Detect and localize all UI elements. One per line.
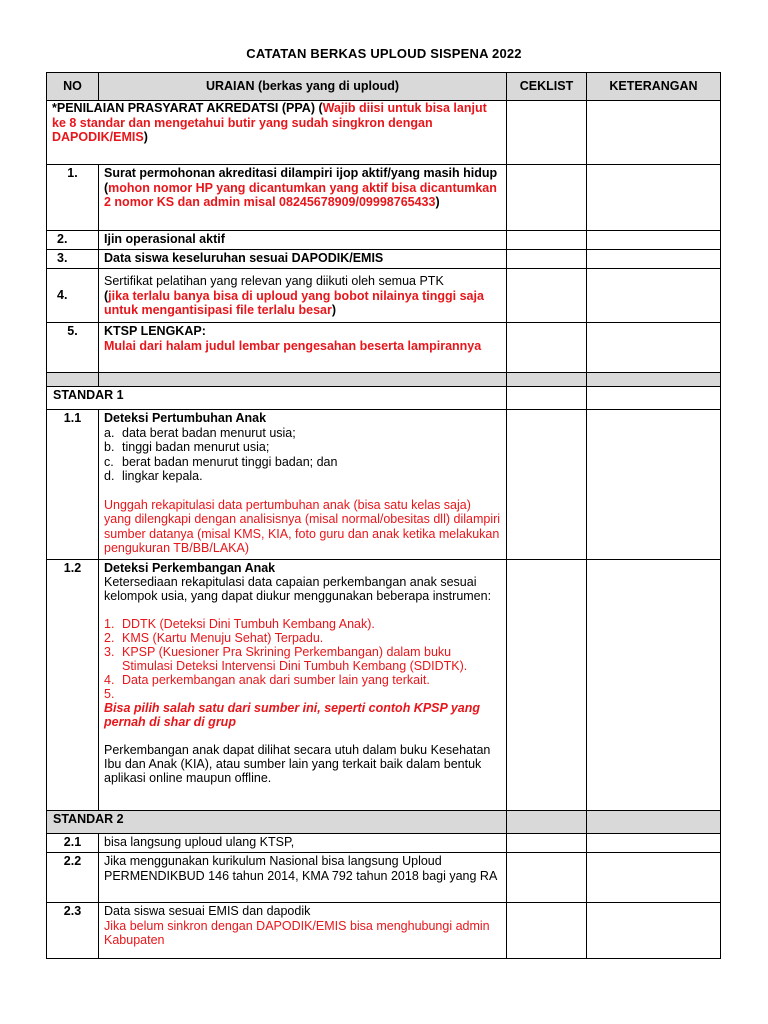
row5-red-note: Mulai dari halam judul lembar pengesahan beserta lampirannya bbox=[104, 338, 482, 353]
list-marker: b. bbox=[104, 440, 115, 454]
row-no: 2.3 bbox=[47, 903, 99, 959]
table-header-row bbox=[47, 73, 721, 101]
document-title: CATATAN BERKAS UPLOUD SISPENA 2022 bbox=[246, 46, 522, 61]
row-uraian bbox=[99, 903, 507, 959]
list-marker: a. bbox=[104, 425, 115, 440]
ceklist-cell[interactable] bbox=[507, 269, 587, 323]
row-no: 2.1 bbox=[47, 834, 99, 853]
ceklist-cell[interactable] bbox=[507, 410, 587, 560]
list-marker: 3. bbox=[104, 645, 115, 659]
s12-list bbox=[104, 617, 501, 701]
table-row bbox=[47, 853, 721, 903]
s12-heading: Deteksi Perkembangan Anak bbox=[104, 561, 276, 575]
s11-red-note: Unggah rekapitulasi data pertumbuhan anak (bisa satu kelas saja) yang dilengkapi dengan analisisnya (misal normal/obesitas dll) dilampiri sumber datanya (misal KMS, KIA, foto guru dan anak ketika melakukan pengukuran TB/BB/LAKA) bbox=[104, 497, 501, 555]
ceklist-cell[interactable] bbox=[507, 903, 587, 959]
row-no: 2.2 bbox=[47, 853, 99, 903]
keterangan-cell[interactable] bbox=[587, 165, 721, 231]
keterangan-cell[interactable] bbox=[587, 231, 721, 250]
row1-text: Surat permohonan akreditasi dilampiri ijop aktif/yang masih hidup ( bbox=[104, 166, 498, 195]
row1-close: ) bbox=[435, 195, 440, 209]
separator-cell bbox=[587, 373, 721, 387]
standar-2-row bbox=[47, 811, 721, 834]
ceklist-cell[interactable] bbox=[507, 165, 587, 231]
table-row bbox=[47, 165, 721, 231]
list-text: KPSP (Kuesioner Pra Skrining Perkembangan) dalam buku Stimulasi Deteksi Intervensi Dini Tumbuh Kembang (SDIDTK). bbox=[122, 645, 468, 673]
list-item bbox=[104, 645, 501, 673]
row-no: 1. bbox=[47, 165, 99, 231]
s11-heading: Deteksi Pertumbuhan Anak bbox=[104, 411, 267, 425]
keterangan-cell[interactable] bbox=[587, 250, 721, 269]
row4-close: ) bbox=[331, 303, 337, 317]
keterangan-cell[interactable] bbox=[587, 811, 721, 834]
ceklist-cell[interactable] bbox=[507, 250, 587, 269]
row-uraian bbox=[99, 323, 507, 373]
list-marker: 4. bbox=[104, 673, 115, 687]
list-item bbox=[104, 673, 501, 687]
list-text: DDTK (Deteksi Dini Tumbuh Kembang Anak). bbox=[122, 617, 375, 631]
standar-2-label: STANDAR 2 bbox=[47, 811, 507, 834]
keterangan-cell[interactable] bbox=[587, 834, 721, 853]
header-no: NO bbox=[47, 73, 99, 101]
list-item bbox=[104, 469, 501, 484]
header-uraian: URAIAN (berkas yang di uploud) bbox=[99, 73, 507, 101]
ceklist-cell[interactable] bbox=[507, 323, 587, 373]
standar-1-row bbox=[47, 387, 721, 410]
separator-cell bbox=[47, 373, 99, 387]
list-text: KMS (Kartu Menuju Sehat) Terpadu. bbox=[122, 631, 324, 645]
checklist-table bbox=[46, 72, 721, 959]
ceklist-cell[interactable] bbox=[507, 853, 587, 903]
row-uraian: bisa langsung uploud ulang KTSP, bbox=[99, 834, 507, 853]
row-no: 1.1 bbox=[47, 410, 99, 560]
row-uraian bbox=[99, 410, 507, 560]
ppa-row bbox=[47, 101, 721, 165]
table-row bbox=[47, 269, 721, 323]
header-keterangan: KETERANGAN bbox=[587, 73, 721, 101]
row-no: 4. bbox=[47, 269, 99, 323]
keterangan-cell[interactable] bbox=[587, 101, 721, 165]
s12-intro: Ketersediaan rekapitulasi data capaian perkembangan anak sesuai kelompok usia, yang dapat diukur menggunakan beberapa instrumen: bbox=[104, 575, 492, 603]
keterangan-cell[interactable] bbox=[587, 387, 721, 410]
table-row bbox=[47, 250, 721, 269]
list-item bbox=[104, 631, 501, 645]
list-text: tinggi badan menurut usia; bbox=[122, 440, 270, 454]
ceklist-cell[interactable] bbox=[507, 560, 587, 811]
row4-open: ( bbox=[104, 288, 109, 303]
list-marker: 5. bbox=[104, 687, 115, 701]
ppa-red-note: Wajib diisi untuk bisa lanjut ke 8 standar dan mengetahui butir yang sudah singkron dengan DAPODIK/EMIS bbox=[52, 101, 487, 144]
row4-red-note: jika terlalu banya bisa di uploud yang bobot nilainya tinggi saja untuk mengantisipasi file terlalu besar bbox=[104, 288, 484, 317]
table-row bbox=[47, 903, 721, 959]
list-marker: d. bbox=[104, 469, 115, 483]
row-no: 2. bbox=[47, 231, 99, 250]
list-marker: 2. bbox=[104, 631, 115, 645]
table-row bbox=[47, 323, 721, 373]
list-text: Data perkembangan anak dari sumber lain yang terkait. bbox=[122, 673, 430, 687]
table-row bbox=[47, 410, 721, 560]
row5-text: KTSP LENGKAP: bbox=[104, 324, 206, 338]
table-row bbox=[47, 231, 721, 250]
separator-row bbox=[47, 373, 721, 387]
list-item bbox=[104, 617, 501, 631]
standar-1-label: STANDAR 1 bbox=[47, 387, 507, 410]
keterangan-cell[interactable] bbox=[587, 269, 721, 323]
list-marker: c. bbox=[104, 454, 114, 469]
list-item bbox=[104, 426, 501, 441]
row-uraian bbox=[99, 560, 507, 811]
header-ceklist: CEKLIST bbox=[507, 73, 587, 101]
keterangan-cell[interactable] bbox=[587, 410, 721, 560]
ceklist-cell[interactable] bbox=[507, 101, 587, 165]
list-text: data berat badan menurut usia; bbox=[122, 425, 296, 440]
keterangan-cell[interactable] bbox=[587, 323, 721, 373]
ppa-prefix: *PENILAIAN PRASYARAT AKREDATSI (PPA) ( bbox=[52, 101, 323, 115]
row-uraian: Ijin operasional aktif bbox=[99, 231, 507, 250]
ceklist-cell[interactable] bbox=[507, 834, 587, 853]
ceklist-cell[interactable] bbox=[507, 231, 587, 250]
list-item bbox=[104, 440, 501, 455]
row-uraian: Jika menggunakan kurikulum Nasional bisa langsung Uploud PERMENDIKBUD 146 tahun 2014, KMA 792 tahun 2018 bagi yang RA bbox=[99, 853, 507, 903]
list-text: lingkar kepala. bbox=[122, 469, 203, 483]
ppa-suffix: ) bbox=[143, 130, 148, 144]
row-uraian: Data siswa keseluruhan sesuai DAPODIK/EMIS bbox=[99, 250, 507, 269]
row-uraian bbox=[99, 165, 507, 231]
ceklist-cell[interactable] bbox=[507, 387, 587, 410]
keterangan-cell[interactable] bbox=[587, 853, 721, 903]
table-row bbox=[47, 834, 721, 853]
list-text: berat badan menurut tinggi badan; dan bbox=[122, 454, 338, 469]
table-row bbox=[47, 560, 721, 811]
keterangan-cell[interactable] bbox=[587, 560, 721, 811]
row-uraian bbox=[99, 269, 507, 323]
row1-red-note: mohon nomor HP yang dicantumkan yang aktif bisa dicantumkan 2 nomor KS dan admin misal 08245678909/09998765433 bbox=[104, 180, 497, 209]
list-item bbox=[104, 455, 501, 470]
ceklist-cell[interactable] bbox=[507, 811, 587, 834]
s23-red-note: Jika belum sinkron dengan DAPODIK/EMIS bisa menghubungi admin Kabupaten bbox=[104, 918, 490, 947]
s12-red-note: Bisa pilih salah satu dari sumber ini, seperti contoh KPSP yang pernah di shar di grup bbox=[104, 701, 481, 729]
s11-list bbox=[104, 426, 501, 484]
s12-closing: Perkembangan anak dapat dilihat secara utuh dalam buku Kesehatan Ibu dan Anak (KIA), atau sumber lain yang terkait baik dalam bentuk aplikasi online maupun offline. bbox=[104, 743, 491, 785]
list-item bbox=[104, 687, 501, 701]
separator-cell bbox=[99, 373, 507, 387]
list-marker: 1. bbox=[104, 617, 115, 631]
row-no: 1.2 bbox=[47, 560, 99, 811]
row-no: 5. bbox=[47, 323, 99, 373]
row-no: 3. bbox=[47, 250, 99, 269]
row4-text: Sertifikat pelatihan yang relevan yang diikuti oleh semua PTK bbox=[104, 274, 444, 288]
ppa-cell bbox=[47, 101, 507, 165]
separator-cell bbox=[507, 373, 587, 387]
keterangan-cell[interactable] bbox=[587, 903, 721, 959]
s23-text: Data siswa sesuai EMIS dan dapodik bbox=[104, 904, 311, 918]
